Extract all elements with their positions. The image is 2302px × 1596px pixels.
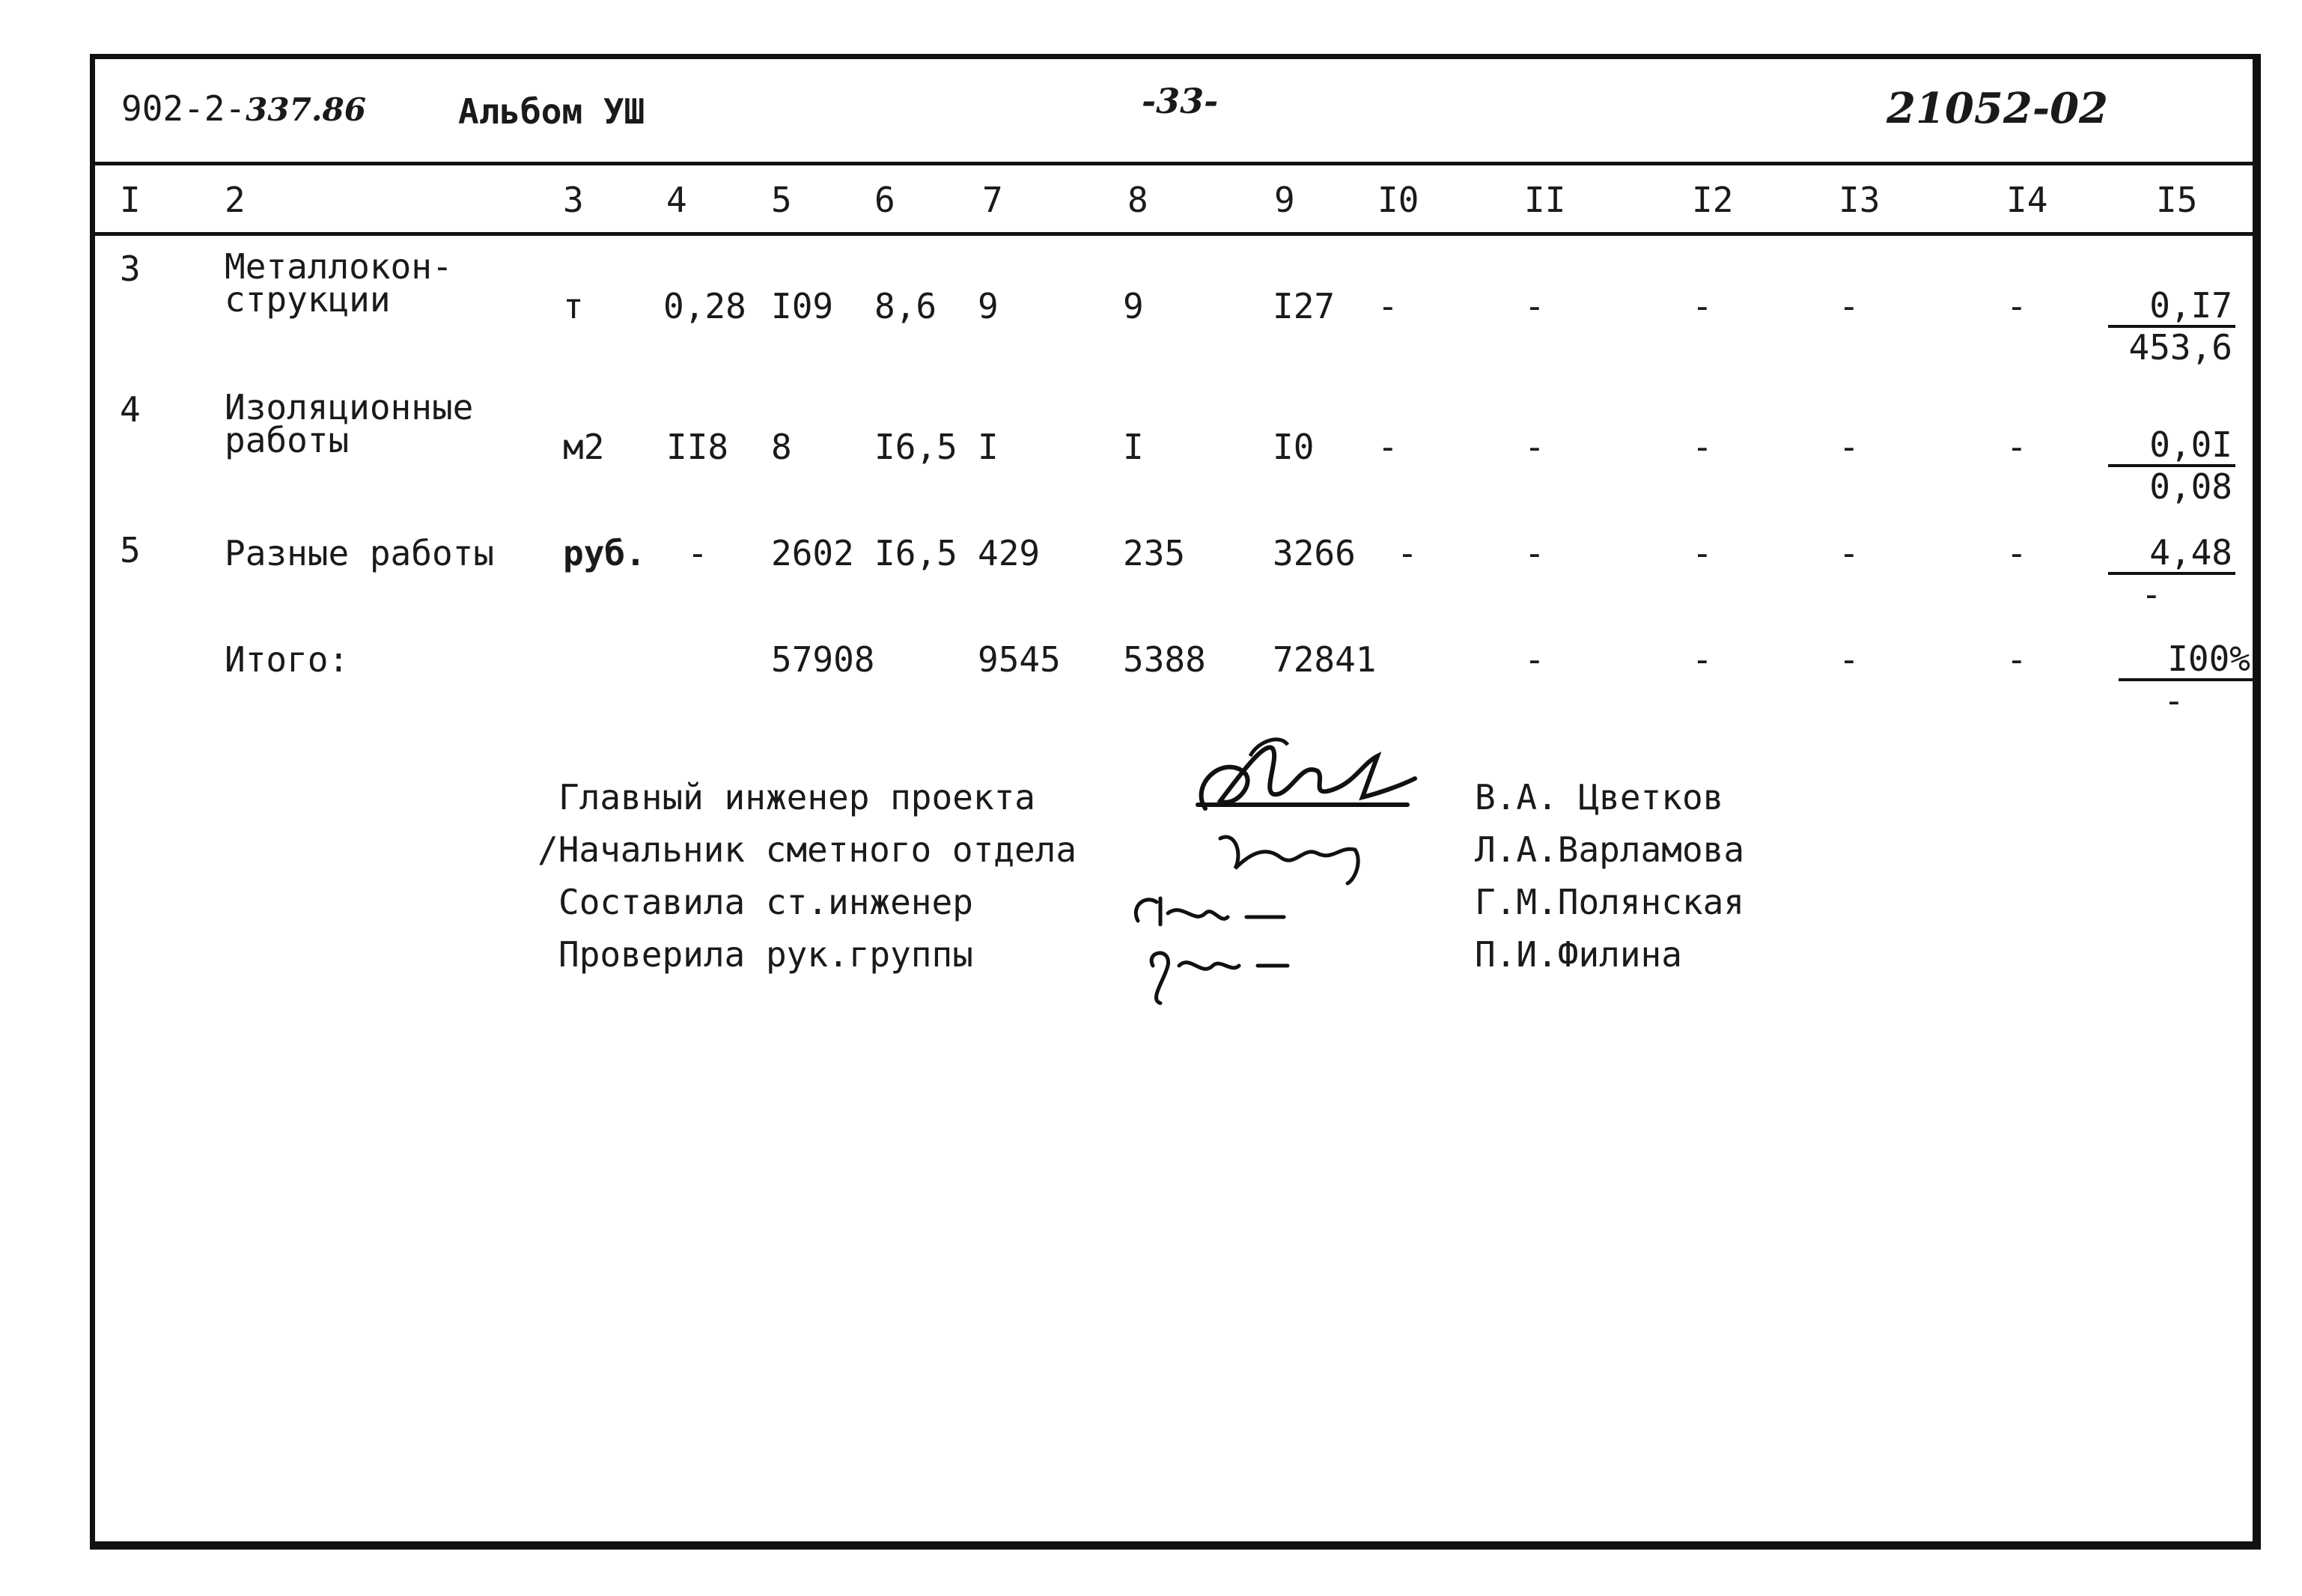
row-col9: I0 [1273, 427, 1315, 467]
signature-role-2: /Начальник сметного отдела [538, 829, 1077, 870]
row-col13: - [1839, 427, 1860, 467]
row-col15-denominator: - [2141, 574, 2162, 615]
row-col7: I [978, 427, 999, 467]
signature-role-4: Проверила рук.группы [558, 934, 973, 975]
row-col5: 2602 [771, 533, 854, 573]
document-number: 21052-02 [1887, 84, 2108, 133]
row-col12: - [1692, 533, 1713, 573]
row-col12: - [1692, 427, 1713, 467]
row-unit: м2 [563, 427, 605, 467]
row-col5: 8 [771, 427, 792, 467]
row-col4: II8 [666, 427, 729, 467]
row-col15-numerator: 4,48 [2108, 534, 2235, 575]
row-col15-numerator: 0,I7 [2108, 287, 2235, 328]
col-header-9: 9 [1274, 180, 1295, 220]
header-rule-bottom [95, 232, 2253, 236]
row-col7: 429 [978, 533, 1041, 573]
total-col12: - [1692, 639, 1713, 680]
signature-role-2-text: Начальник сметного отдела [558, 829, 1077, 870]
row-name-line1: Изоляционные [225, 387, 474, 427]
row-name-line1: Разные работы [225, 533, 495, 573]
col-header-1: I [120, 180, 141, 220]
row-col9: 3266 [1273, 533, 1356, 573]
document-code-prefix: 902-2- [121, 88, 246, 129]
header-rule-top [95, 162, 2253, 165]
total-col15-fraction [2119, 641, 2253, 719]
signature-name-3: Г.М.Полянская [1475, 882, 1745, 922]
row-col4: 0,28 [663, 286, 746, 326]
row-col4: - [687, 533, 708, 573]
col-header-5: 5 [771, 180, 792, 220]
row-number: 4 [120, 389, 141, 430]
signature-scribble-2 [1213, 823, 1377, 891]
signature-role-1: Главный инженер проекта [558, 777, 1035, 817]
row-name-line2: работы [225, 420, 350, 460]
row-unit: т [563, 286, 584, 326]
page-number: -33- [1142, 81, 1219, 121]
row-col11: - [1524, 286, 1545, 326]
row-unit: руб. [563, 533, 646, 573]
col-header-10: I0 [1377, 180, 1419, 220]
row-col15-fraction [2108, 285, 2235, 368]
row-col9: I27 [1273, 286, 1336, 326]
row-col13: - [1839, 286, 1860, 326]
signature-scribble-1 [1175, 726, 1422, 838]
total-col5: 57908 [771, 639, 875, 680]
row-col15-fraction [2108, 532, 2235, 615]
row-col15-numerator: 0,0I [2108, 427, 2235, 467]
col-header-12: I2 [1692, 180, 1734, 220]
col-header-6: 6 [874, 180, 895, 220]
row-col5: I09 [771, 286, 834, 326]
row-col15-denominator: 0,08 [2149, 466, 2232, 507]
col-header-14: I4 [2006, 180, 2048, 220]
album-label: Альбом УШ [458, 91, 645, 132]
signature-scribble-4 [1138, 936, 1303, 1011]
row-col13: - [1839, 533, 1860, 573]
row-number: 3 [120, 249, 141, 289]
signature-role-3: Составила ст.инженер [558, 882, 973, 922]
document-code [121, 88, 366, 129]
total-label: Итого: [225, 639, 350, 680]
row-col11: - [1524, 533, 1545, 573]
total-col8: 5388 [1123, 639, 1206, 680]
row-col10: - [1397, 533, 1418, 573]
signature-scribble-3 [1123, 883, 1303, 943]
row-col11: - [1524, 427, 1545, 467]
row-col6: I6,5 [874, 533, 957, 573]
row-col15-denominator: 453,6 [2128, 327, 2232, 368]
row-col6: 8,6 [874, 286, 937, 326]
col-header-8: 8 [1127, 180, 1148, 220]
row-col10: - [1377, 286, 1398, 326]
col-header-15: I5 [2156, 180, 2198, 220]
total-col15-denominator: - [2164, 680, 2184, 721]
col-header-11: II [1524, 180, 1566, 220]
row-col15-fraction [2108, 424, 2235, 507]
total-col13: - [1839, 639, 1860, 680]
row-name-line1: Металлокон- [225, 246, 453, 287]
col-header-4: 4 [666, 180, 687, 220]
row-col7: 9 [978, 286, 999, 326]
total-col11: - [1524, 639, 1545, 680]
col-header-7: 7 [982, 180, 1003, 220]
document-code-handwritten: 337.86 [246, 91, 366, 128]
row-col12: - [1692, 286, 1713, 326]
total-col9: 72841 [1273, 639, 1377, 680]
row-col8: I [1123, 427, 1144, 467]
col-header-3: 3 [563, 180, 584, 220]
total-col7: 9545 [978, 639, 1061, 680]
row-col14: - [2006, 286, 2027, 326]
col-header-13: I3 [1839, 180, 1881, 220]
row-col10: - [1377, 427, 1398, 467]
signature-name-2: Л.А.Варламова [1475, 829, 1745, 870]
total-col14: - [2006, 639, 2027, 680]
row-col8: 9 [1123, 286, 1144, 326]
total-col15-numerator: I00% [2119, 641, 2253, 681]
row-number: 5 [120, 530, 141, 570]
signature-name-1: В.А. Цветков [1475, 777, 1724, 817]
row-name-line2: струкции [225, 279, 391, 320]
signature-name-4: П.И.Филина [1475, 934, 1682, 975]
col-header-2: 2 [225, 180, 246, 220]
row-col6: I6,5 [874, 427, 957, 467]
row-col14: - [2006, 533, 2027, 573]
row-col14: - [2006, 427, 2027, 467]
row-col8: 235 [1123, 533, 1186, 573]
